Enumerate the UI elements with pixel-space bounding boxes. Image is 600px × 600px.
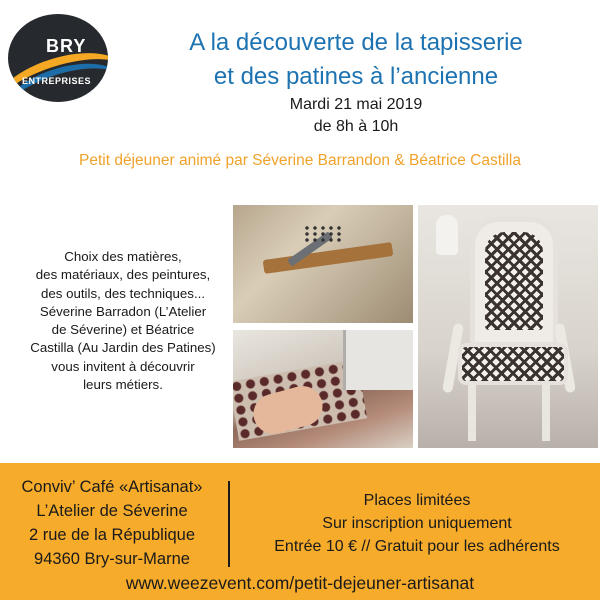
event-title bbox=[116, 26, 596, 94]
event-description bbox=[14, 248, 232, 394]
venue-line: Conviv’ Café «Artisanat» bbox=[21, 478, 203, 496]
armchair-seat bbox=[458, 343, 568, 385]
logo-name: BRY bbox=[46, 36, 87, 56]
info-line: Entrée 10 € // Gratuit pour les adhérents bbox=[274, 538, 560, 555]
description-line: des outils, des techniques... bbox=[40, 285, 206, 301]
event-date: Mardi 21 mai 2019 bbox=[289, 96, 423, 113]
logo-subtitle: ENTREPRISES bbox=[22, 76, 92, 86]
info-line: Sur inscription uniquement bbox=[322, 515, 512, 532]
sewing-machine-photo bbox=[233, 330, 413, 448]
houndstooth-fabric bbox=[485, 232, 543, 330]
info-line: Places limitées bbox=[363, 492, 471, 509]
sewing-machine bbox=[343, 330, 413, 390]
description-line: Séverine Barradon (L’Atelier bbox=[39, 303, 207, 319]
armchair-back bbox=[470, 217, 558, 347]
footer-divider bbox=[228, 481, 230, 567]
event-title-line-2: et des patines à l’ancienne bbox=[213, 63, 499, 90]
armchair-left-leg bbox=[468, 383, 476, 441]
registration-url[interactable]: www.weezevent.com/petit-dejeuner-artisanat bbox=[125, 573, 475, 593]
event-title-line-1: A la découverte de la tapisserie bbox=[189, 29, 523, 56]
event-subtitle: Petit déjeuner animé par Séverine Barrandon & Béatrice Castilla bbox=[79, 152, 521, 169]
description-line: de Séverine) et Béatrice bbox=[51, 322, 195, 338]
description-line: leurs métiers. bbox=[83, 377, 163, 393]
armchair-photo bbox=[418, 205, 598, 448]
armchair-right-leg bbox=[542, 383, 550, 441]
venue-details bbox=[0, 475, 224, 571]
description-line: des matériaux, des peintures, bbox=[35, 267, 211, 283]
tacks bbox=[303, 225, 343, 243]
event-time: de 8h à 10h bbox=[313, 118, 399, 135]
description-line: vous invitent à découvrir bbox=[51, 358, 195, 374]
lamp bbox=[436, 215, 458, 255]
description-line: Castilla (Au Jardin des Patines) bbox=[30, 340, 216, 356]
registration-info bbox=[234, 489, 600, 558]
footer-banner bbox=[0, 463, 600, 600]
venue-line: 2 rue de la République bbox=[28, 526, 196, 544]
hammer-handle bbox=[263, 242, 394, 274]
bry-entreprises-logo bbox=[8, 14, 108, 102]
venue-line: 94360 Bry-sur-Marne bbox=[34, 550, 190, 568]
venue-line: L’Atelier de Séverine bbox=[36, 502, 188, 520]
description-line: Choix des matières, bbox=[64, 249, 182, 264]
upholstery-tools-photo bbox=[233, 205, 413, 323]
